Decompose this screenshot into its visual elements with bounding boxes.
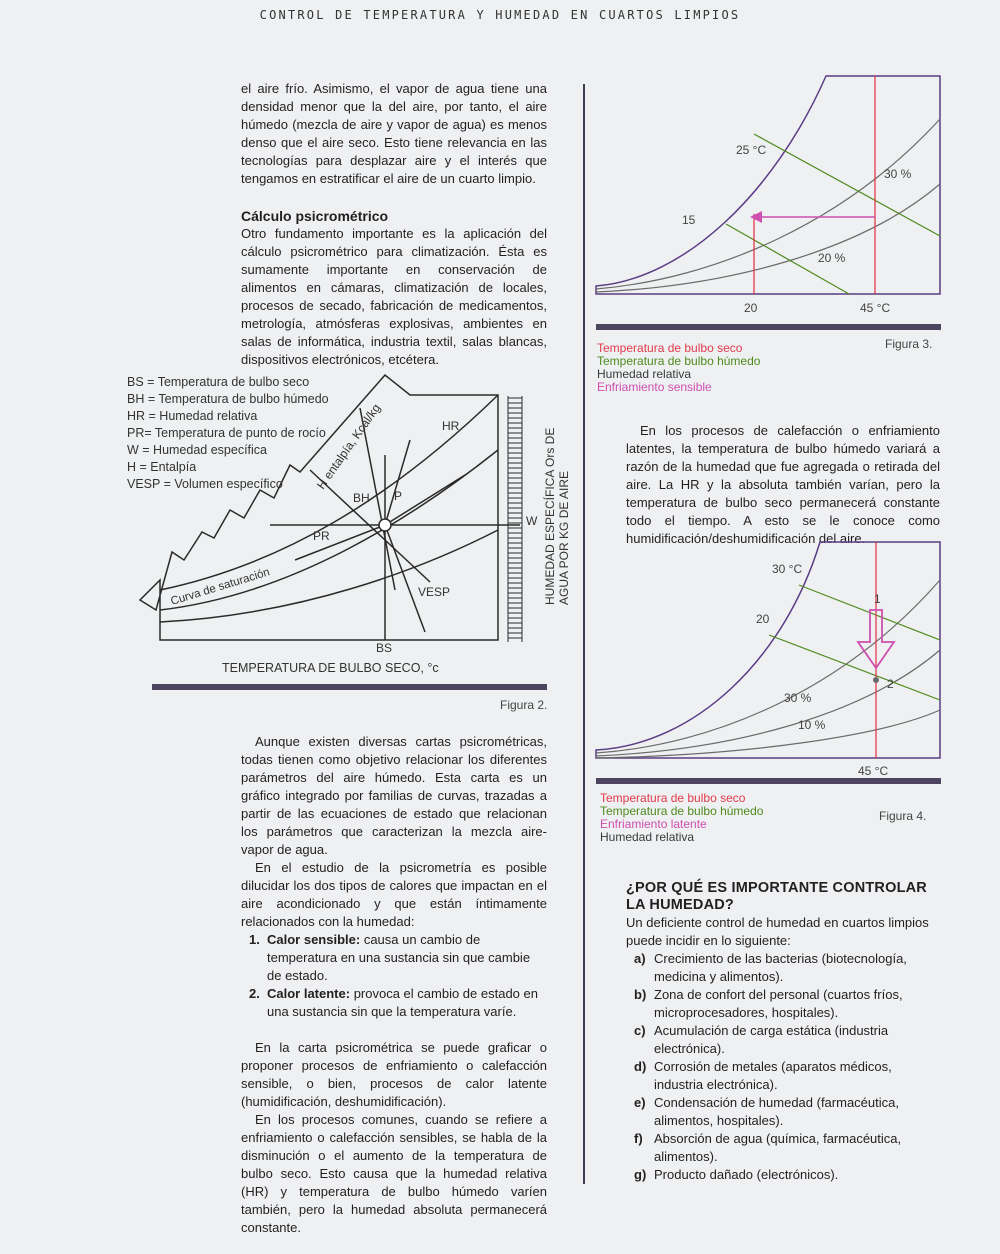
heat-item-latente: 2. Calor latente: provoca el cambio de estado en una sustancia sin que la temperatura varíe. [249, 986, 538, 1019]
figure4-legend [600, 792, 763, 844]
legend-h: H = Entalpía [127, 460, 197, 474]
paragraph-cartas: Aunque existen diversas cartas psicrométricas, todas tienen como objetivo relacionar los diferentes parámetros del aire húmedo. Esta carta es un gráfico integrado por familias de curvas, trazadas a partir de las ecuaciones de estado que relacionan los parámetros que caracterizan la mezcla aire-vapor de agua. [241, 734, 547, 857]
why-item-a: a) Crecimiento de las bacterias (biotecnología, medicina y alimentos). [634, 951, 907, 984]
left-lower-text [241, 733, 547, 1237]
fig3-h20-label: 20 % [818, 251, 846, 265]
why-heading-line2: LA HUMEDAD? [626, 897, 734, 913]
why-intro: Un deficiente control de humedad en cuartos limpios puede incidir en lo siguiente: [626, 915, 929, 948]
why-section [626, 880, 940, 1184]
bs-label: BS [376, 641, 393, 655]
legend-pr: PR= Temperatura de punto de rocío [127, 426, 326, 440]
fig4-x45-label: 45 °C [858, 764, 889, 778]
figure2-caption: Figura 2. [500, 698, 548, 712]
hr-label: HR [442, 419, 460, 433]
fig4-t30-label: 30 °C [772, 562, 803, 576]
legend-w: W = Humedad específica [127, 443, 267, 457]
paragraph-latentes: En los procesos de calefacción o enfriamiento latentes, la temperatura de bulbo húmedo variará a razón de la humedad que fue agregada o retirada del aire. La HR y la absoluta también varían, pero la temperatura de bulbo seco permanecerá constante todo el tiempo. A esto se le conoce como humidificación/deshumidificación del aire. [626, 423, 940, 546]
figure3-legend [597, 342, 760, 394]
bh-label: BH [353, 491, 370, 505]
p-label: P [394, 489, 403, 503]
fig4-legend-latente: Enfriamiento latente [600, 817, 707, 831]
why-item-b: b) Zona de confort del personal (cuartos fríos, microprocesadores, hospitales). [634, 987, 903, 1020]
figure4-chart [594, 540, 944, 785]
fig3-t15-label: 15 [682, 213, 696, 227]
calc-text: Otro fundamento importante es la aplicación del cálculo psicrométrico para climatización. Ésta es sumamente importante en conservación de alimentos en cámaras, climatización de locales, procesos de secado, fabricación de medicamentos, metrología, atmósferas explosivas, ambientes en salas de informática, industria textil, salas blancas, dispositivos electrónicos, etcétera. [241, 226, 547, 367]
why-heading-line1: ¿POR QUÉ ES IMPORTANTE CONTROLAR [626, 880, 927, 896]
enthalpy-label: H entalpía, Kcal/kg [313, 401, 384, 492]
fig4-legend-bulbo-humedo: Temperatura de bulbo húmedo [600, 804, 764, 818]
saturation-label: Curva de saturación [169, 566, 272, 608]
legend-hr: HR = Humedad relativa [127, 409, 258, 423]
right-paragraph-latent [626, 422, 940, 548]
fig3-legend-bulbo-humedo: Temperatura de bulbo húmedo [597, 354, 761, 368]
figure4-rule [596, 778, 941, 784]
fig4-legend-humedad: Humedad relativa [600, 830, 695, 844]
fig3-x20-label: 20 [744, 301, 758, 315]
paragraph-carta: En la carta psicrométrica se puede graficar o proponer procesos de enfriamiento o calefacción sensible, o bien, procesos de calor latente (humidificación, deshumidificación). [241, 1040, 547, 1109]
figure4-caption: Figura 4. [879, 809, 927, 823]
why-list [626, 950, 940, 1184]
fig4-legend-bulbo-seco: Temperatura de bulbo seco [600, 791, 746, 805]
legend-vesp: VESP = Volumen específico [127, 477, 283, 491]
column-divider [583, 84, 585, 1184]
why-item-f: f) Absorción de agua (química, farmacéutica, alimentos). [634, 1131, 902, 1164]
figure2-psychrometric-diagram [120, 360, 580, 710]
why-item-g: g) Producto dañado (electrónicos). [634, 1167, 839, 1182]
calc-heading: Cálculo psicrométrico [241, 208, 389, 224]
heat-types-list [241, 931, 547, 1021]
heat-item-sensible: 1. Calor sensible: causa un cambio de temperatura en una sustancia sin que cambie de estado. [249, 932, 531, 983]
fig3-legend-enfriamiento: Enfriamiento sensible [597, 380, 712, 394]
fig4-p1-label: 1 [874, 592, 881, 606]
intro-paragraph [241, 80, 547, 188]
y-axis-label-1: HUMEDAD ESPECÍFICA Ors DE [543, 427, 557, 605]
calc-section [241, 207, 547, 369]
paragraph-estudio: En el estudio de la psicrometría es posible dilucidar los dos tipos de calores que impactan en el aire acondicionado y que están íntimamente relacionados con la humedad: [241, 860, 547, 929]
figure2-rule [152, 684, 547, 690]
why-item-c: c) Acumulación de carga estática (industria electrónica). [634, 1023, 889, 1056]
fig4-h10-label: 10 % [798, 718, 826, 732]
fig3-legend-humedad: Humedad relativa [597, 367, 692, 381]
legend-bh: BH = Temperatura de bulbo húmedo [127, 392, 329, 406]
why-item-e: e) Condensación de humedad (farmacéutica, alimentos, hospitales). [634, 1095, 899, 1128]
fig3-t25-label: 25 °C [736, 143, 767, 157]
fig4-p2-label: 2 [887, 677, 894, 691]
running-header: CONTROL DE TEMPERATURA Y HUMEDAD EN CUARTOS LIMPIOS [259, 8, 741, 22]
fig3-h30-label: 30 % [884, 167, 912, 181]
pr-label: PR [313, 529, 330, 543]
legend-bs: BS = Temperatura de bulbo seco [127, 375, 310, 389]
figure3-caption: Figura 3. [885, 337, 933, 351]
intro-text: el aire frío. Asimismo, el vapor de agua tiene una densidad menor que la del aire, por tanto, el aire húmedo (mezcla de aire y vapor de agua) es menos denso que el aire seco. Esto tiene relevancia en las tecnologías para desplazar aire y el interés que tengamos en estratificar el aire de un cuarto limpio. [241, 81, 547, 186]
fig4-t20-label: 20 [756, 612, 770, 626]
x-axis-label: TEMPERATURA DE BULBO SECO, °c [222, 661, 439, 675]
figure3-rule [596, 324, 941, 330]
fig3-legend-bulbo-seco: Temperatura de bulbo seco [597, 341, 743, 355]
fig3-x45-label: 45 °C [860, 301, 891, 315]
fig4-h30-label: 30 % [784, 691, 812, 705]
w-label: W [526, 514, 538, 528]
why-item-d: d) Corrosión de metales (aparatos médicos, industria electrónica). [634, 1059, 892, 1092]
y-axis-label-2: AGUA POR KG DE AIRE [557, 470, 571, 605]
figure3-chart [594, 74, 944, 324]
vesp-label: VESP [418, 585, 451, 599]
paragraph-procesos: En los procesos comunes, cuando se refiere a enfriamiento o calefacción sensibles, se habla de la disminución o el aumento de la temperatura de bulbo seco. Esto causa que la humedad relativa (HR) y temperatura de bulbo húmedo varíen también, pero la humedad absoluta permanecerá constante. [241, 1112, 547, 1235]
